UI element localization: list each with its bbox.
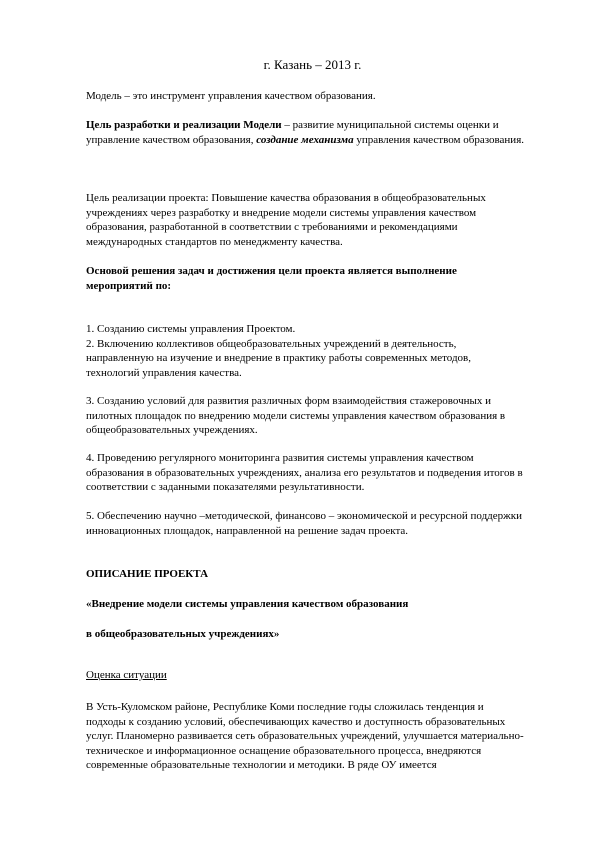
activity-item-5: 5. Обеспечению научно –методической, финансово – экономической и ресурсной поддержки инновационных площадок, направленной на решение задач проекта.: [86, 510, 522, 537]
activity-item-2: 2. Включению коллективов общеобразовательных учреждений в деятельность, направленную на изучение и внедрение в практику работы современных методов, технологий управления качества.: [86, 337, 472, 379]
project-goal-paragraph: Цель реализации проекта: Повышение качества образования в общеобразовательных учреждениях через разработку и внедрение модели системы управления качеством образования, разработанной в соответствии с требованиями и рекомендациями международных стандартов по менеджменту качества.: [86, 192, 486, 248]
model-definition: Модель – это инструмент управления качеством образования.: [86, 90, 376, 102]
project-description-heading: ОПИСАНИЕ ПРОЕКТА: [86, 568, 209, 580]
situation-paragraph: В Усть-Куломском районе, Республике Коми последние годы сложилась тенденция и подходы к созданию условий, обеспечивающих качество и доступность образовательных услуг. Планомерно развивается сеть образовательных учреждений, улучшается материально- техническое и информационное оснащение образовательного процесса, внедряются современные образовательные технологии и методики. В ряде ОУ имеется: [86, 701, 524, 771]
model-goal-paragraph: [86, 118, 526, 147]
page-title: г. Казань – 2013 г.: [263, 57, 362, 72]
model-goal-text-1: – развитие муниципальной системы оценки и управление качеством образования,: [86, 119, 499, 146]
model-goal-label: Цель разработки и реализации Модели: [86, 119, 282, 131]
activity-item-3: 3. Созданию условий для развития различных форм взаимодействия стажеровочных и пилотных площадок по внедрению модели системы управления качеством образования в общеобразовательных учреждениях.: [86, 395, 506, 436]
activity-item-4: 4. Проведению регулярного мониторинга развития системы управления качеством образования в образовательных учреждениях, анализа его результатов и подведения итогов в соответствии с заданными показателями результативности.: [86, 452, 523, 493]
model-goal-emphasis: создание механизма: [256, 133, 354, 146]
situation-heading: Оценка ситуации: [86, 669, 167, 681]
activities-list-first: [86, 322, 526, 380]
activity-item-1: 1. Созданию системы управления Проектом.: [86, 323, 296, 335]
project-subtitle-line-1: «Внедрение модели системы управления качеством образования: [86, 598, 409, 610]
activities-heading: Основой решения задач и достижения цели проекта является выполнение мероприятий по:: [86, 265, 457, 292]
project-subtitle-line-2: в общеобразовательных учреждениях»: [86, 628, 280, 640]
model-goal-text-2: управления качеством образования.: [353, 133, 525, 146]
